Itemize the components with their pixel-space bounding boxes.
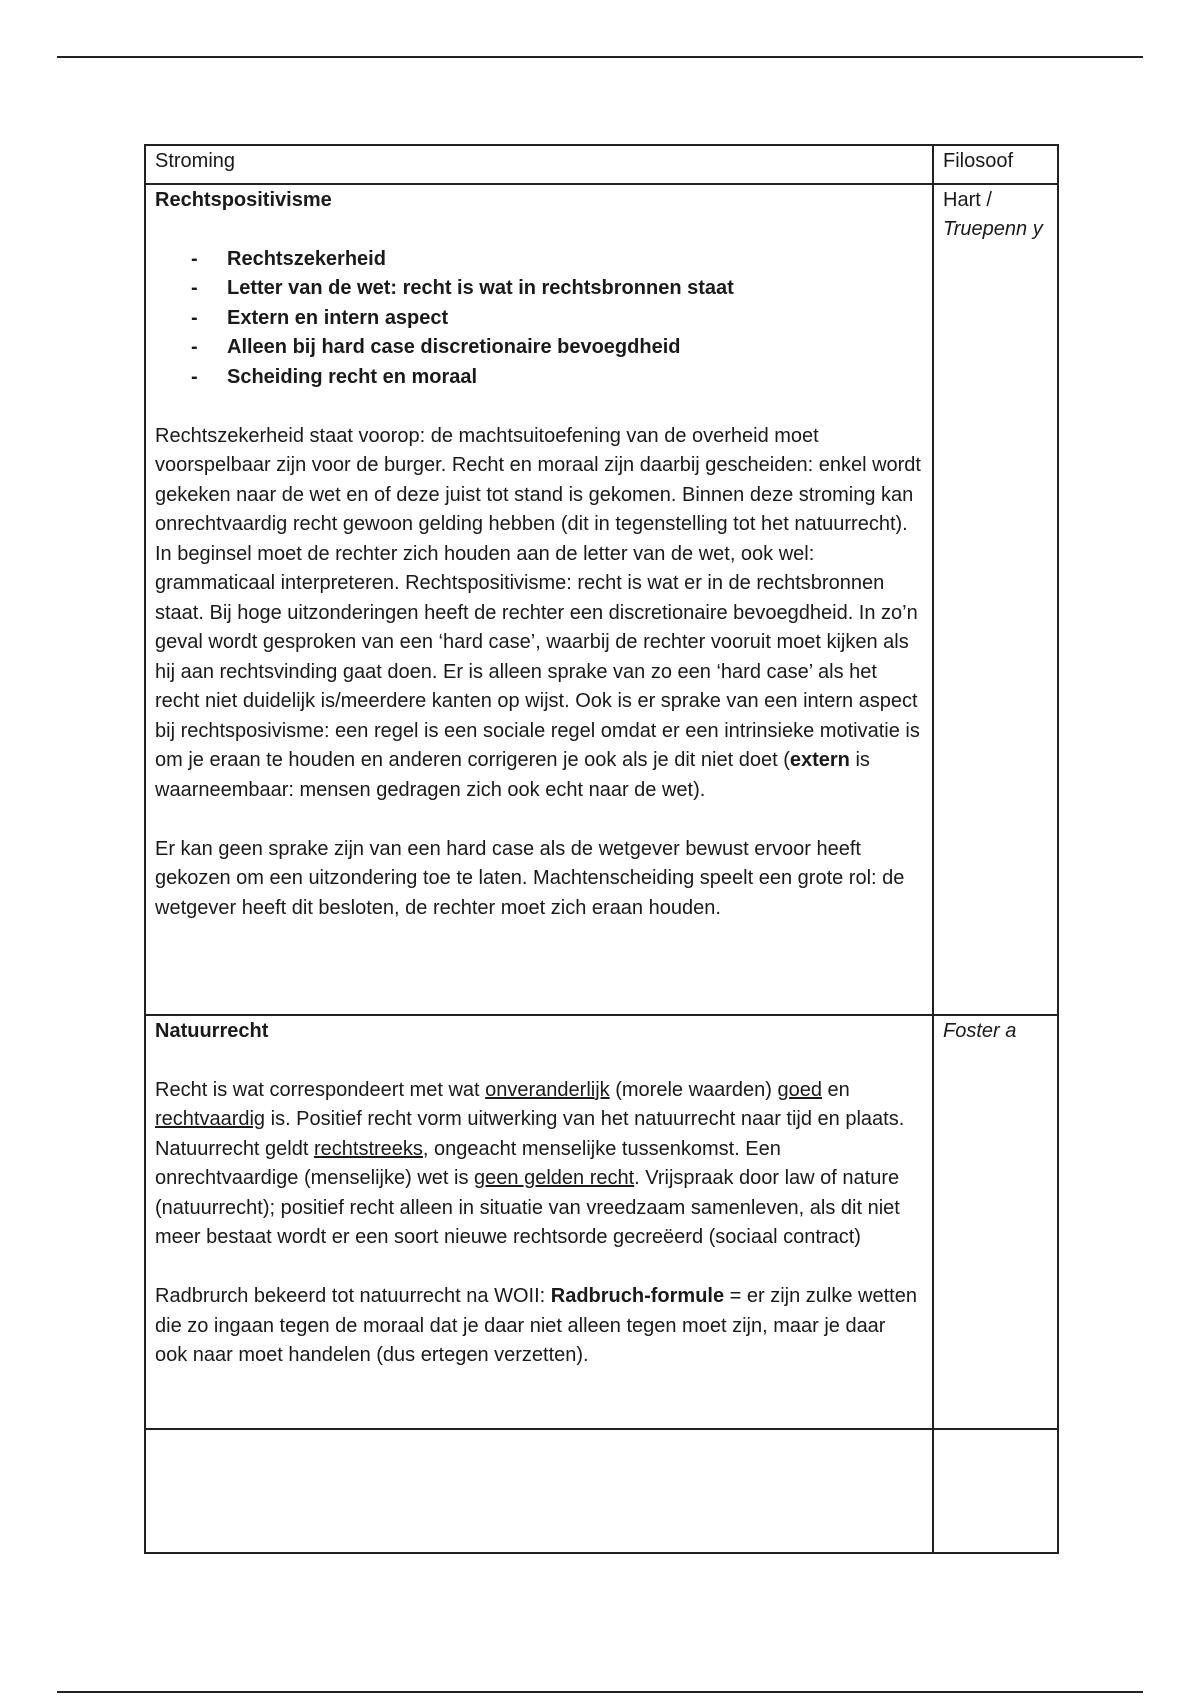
bullet-dash: - (191, 247, 198, 270)
list-item: - Scheiding recht en moraal (155, 363, 923, 393)
key-points-list (155, 245, 923, 393)
bullet-dash: - (191, 277, 198, 299)
bullet-dash: - (191, 365, 198, 388)
stroming-cell (145, 1429, 933, 1553)
philosopher-name: Foster a (943, 1019, 1017, 1042)
stroming-cell (145, 184, 933, 1015)
table-row-natuurrecht (145, 1015, 1058, 1429)
header-filosoof: Filosoof (933, 145, 1058, 184)
header-stroming: Stroming (145, 145, 933, 184)
body-paragraph: Recht is wat correspondeert met wat onveranderlijk (morele waarden) goed en rechtvaardig is. Positief recht vorm uitwerking van het natuurrecht naar tijd en plaats. Natuurrecht geldt rechtstreeks, ongeacht menselijke tussenkomst. Een onrechtvaardige (menselijke) wet is geen gelden recht. Vrijspraak door law of nature (natuurrecht); positief recht alleen in situatie van vreedzaam samenleven, als dit niet meer bestaat wordt er een soort nieuwe rechtsorde gecreëerd (sociaal contract) (155, 1078, 905, 1248)
footer-rule (57, 1691, 1143, 1693)
list-item: - Alleen bij hard case discretionaire bevoegdheid (155, 333, 923, 363)
table-row-empty (145, 1429, 1058, 1553)
bullet-dash: - (191, 306, 198, 329)
filosoof-cell (933, 184, 1058, 1015)
body-paragraph: Er kan geen sprake zijn van een hard case als de wetgever bewust ervoor heeft gekozen om een uitzondering toe te laten. Machtenscheiding speelt een grote rol: de wetgever heeft dit besloten, de rechter moet zich eraan houden. (155, 837, 905, 919)
filosoof-cell (933, 1429, 1058, 1553)
table-header-row (145, 145, 1058, 184)
stroming-title: Natuurrecht (155, 1019, 269, 1042)
stroming-cell (145, 1015, 933, 1429)
philosophy-table (144, 144, 1059, 1554)
filosoof-cell (933, 1015, 1058, 1429)
philosopher-name: Hart / Truepenn y (943, 188, 1043, 240)
body-paragraph: Rechtszekerheid staat voorop: de machtsuitoefening van de overheid moet voorspelbaar zijn voor de burger. Recht en moraal zijn daarbij gescheiden: enkel wordt gekeken naar de wet en of deze juist tot stand is gekomen. Binnen deze stroming kan onrechtvaardig recht gewoon gelding hebben (dit in tegenstelling tot het natuurrecht). In beginsel moet de rechter zich houden aan de letter van de wet, ook wel: grammaticaal interpreteren. Rechtspositivisme: recht is wat er in de rechtsbronnen staat. Bij hoge uitzonderingen heeft de rechter een discretionaire bevoegdheid. In zo’n geval wordt gesproken van een ‘hard case’, waarbij de rechter vooruit moet kijken als hij aan rechtsvinding gaat doen. Er is alleen sprake van zo een ‘hard case’ als het recht niet duidelijk is/meerdere kanten op wijst. Ook is er sprake van een intern aspect bij rechtsposivisme: een regel is een sociale regel omdat er een intrinsieke motivatie is om je eraan te houden en anderen corrigeren je ook als je dit niet doet (extern is waarneembaar: mensen gedragen zich ook echt naar de wet). (155, 424, 921, 801)
list-item: - Extern en intern aspect (155, 304, 923, 334)
list-item: - Rechtszekerheid (155, 245, 923, 275)
stroming-title: Rechtspositivisme (155, 188, 332, 211)
table-row-rechtspositivisme (145, 184, 1058, 1015)
list-item: - Letter van de wet: recht is wat in rechtsbronnen staat (155, 274, 923, 304)
body-paragraph: Radbrurch bekeerd tot natuurrecht na WOII: Radbruch-formule = er zijn zulke wetten die zo ingaan tegen de moraal dat je daar niet alleen tegen moet zijn, maar je daar ook naar moet handelen (dus ertegen verzetten). (155, 1285, 917, 1366)
bullet-dash: - (191, 336, 198, 358)
header-rule (57, 56, 1143, 58)
